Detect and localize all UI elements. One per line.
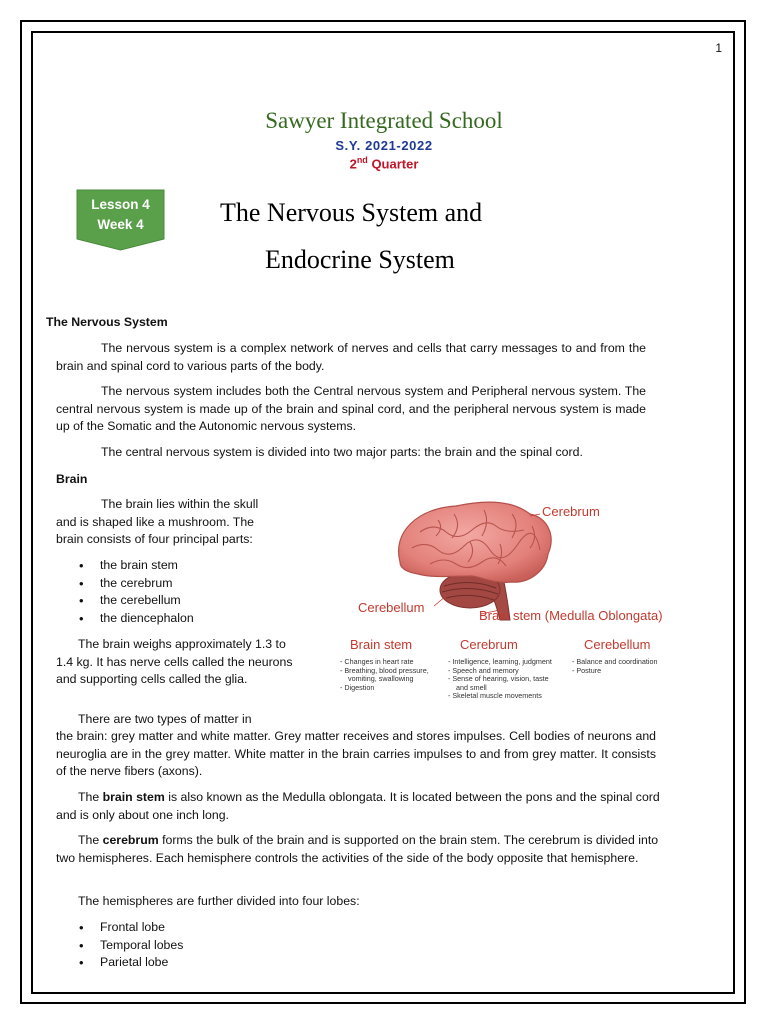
brain-stem-paragraph: The brain stem is also known as the Medulla oblongata. It is located between the pons and the spinal cord and is only about one inch long. <box>56 790 660 822</box>
title-line-2: Endocrine System <box>265 245 455 274</box>
list-item: - Sense of hearing, vision, taste <box>448 674 549 684</box>
list-item: • the brain stem <box>76 557 276 575</box>
label-cerebellum: Cerebellum <box>358 600 425 615</box>
list-item: - Speech and memory <box>448 665 519 675</box>
school-name: Sawyer Integrated School <box>265 108 503 133</box>
label-cerebrum: Cerebrum <box>542 504 600 519</box>
brain-parts-list <box>76 557 276 627</box>
cerebrum-paragraph: The cerebrum forms the bulk of the brain and is supported on the brain stem. The cerebrum is divided into two hemispheres. Each hemisphere controls the activities of the side of the body opposite that hemisphere. <box>56 833 659 865</box>
brain-figure <box>334 492 674 708</box>
lesson-number: Lesson 4 <box>91 197 150 212</box>
cerebellum-functions <box>572 658 674 675</box>
list-item: • the cerebellum <box>76 592 276 610</box>
paragraph-cns-parts: The central nervous system is divided into two major parts: the brain and the spinal cord. <box>101 445 583 459</box>
paragraph-cns-pns: The nervous system includes both the Central nervous system and Peripheral nervous system. The central nervous system is made up of the brain and spinal cord, and the peripheral nervous system is made up of the Somatic and the Autonomic nervous systems. <box>56 384 646 433</box>
paragraph-intro: The nervous system is a complex network of nerves and cells that carry messages to and from the brain and spinal cord to various parts of the body. <box>56 341 646 373</box>
list-item: • the cerebrum <box>76 575 276 593</box>
list-item: • Parietal lobe <box>76 954 276 972</box>
list-item: and smell <box>456 682 487 692</box>
matter-paragraph-start: There are two types of matter in <box>78 712 252 726</box>
list-item: • Temporal lobes <box>76 937 276 955</box>
label-brain-stem: Brain stem (Medulla Oblongata) <box>479 608 663 623</box>
school-year: S.Y. 2021-2022 <box>335 138 433 153</box>
hemispheres-paragraph: The hemispheres are further divided into four lobes: <box>78 894 360 908</box>
list-item: - Skeletal muscle movements <box>448 691 542 701</box>
cerebrum-functions <box>448 658 570 701</box>
section-heading: The Nervous System <box>46 315 168 329</box>
page-number: 1 <box>715 41 722 55</box>
list-item: - Balance and coordination <box>572 657 658 666</box>
brain-weight-paragraph: The brain weighs approximately 1.3 to 1.4 kg. It has nerve cells called the neurons and supporting cells called the glia. <box>56 637 293 686</box>
list-item: vomiting, swallowing <box>348 674 414 684</box>
lesson-badge <box>76 189 165 251</box>
column-title-cerebellum: Cerebellum <box>584 637 651 652</box>
list-item: • Frontal lobe <box>76 919 276 937</box>
brain-intro: The brain lies within the skull and is shaped like a mushroom. The brain consists of four principal parts: <box>56 497 259 546</box>
column-title-brain-stem: Brain stem <box>350 637 413 652</box>
brain-stem-functions <box>340 658 450 692</box>
lobes-list <box>76 919 276 972</box>
list-item: - Changes in heart rate <box>340 657 414 666</box>
list-item: - Posture <box>572 665 602 675</box>
brain-heading: Brain <box>56 472 88 486</box>
matter-paragraph: the brain: grey matter and white matter. Grey matter receives and stores impulses. Cell bodies of neurons and neuroglia are in the grey matter. White matter in the brain carries impulses to and from grey matter. It consists of the nerve fibers (axons). <box>56 729 656 778</box>
quarter-label: 2nd Quarter <box>349 155 419 172</box>
list-item: - Intelligence, learning, judgment <box>448 657 552 666</box>
week-number: Week 4 <box>97 217 144 232</box>
title-line-1: The Nervous System and <box>220 198 483 227</box>
column-title-cerebrum: Cerebrum <box>460 637 518 652</box>
list-item: • the diencephalon <box>76 610 276 628</box>
list-item: - Digestion <box>340 682 375 692</box>
list-item: - Breathing, blood pressure, <box>340 665 429 675</box>
